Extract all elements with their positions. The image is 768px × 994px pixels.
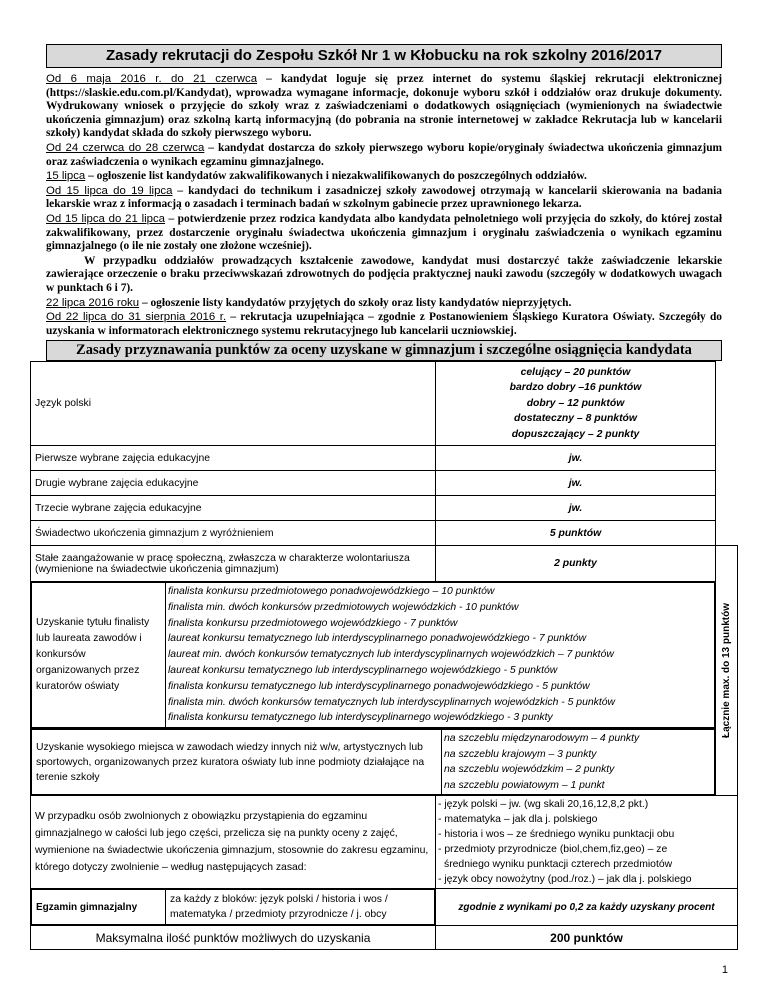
points-table	[30, 361, 738, 950]
subject-value: jw.	[436, 496, 716, 521]
table-row	[31, 926, 738, 950]
schedule-item	[46, 255, 722, 296]
exemption-item: średniego wyniku punktacji czterech przedmiotów	[444, 859, 673, 871]
table-row	[31, 889, 738, 926]
finalist-item: finalista konkursu tematycznego lub interdyscyplinarnego wojewódzkiego - 3 punkty	[168, 712, 553, 724]
schedule-section	[46, 73, 722, 339]
schedule-item	[46, 213, 722, 254]
subject-value: jw.	[436, 471, 716, 496]
schedule-text: – potwierdzenie przez rodzica kandydata albo kandydata pełnoletniego woli przyjęcia do szkoły, do której został zakwalifikowany, przez dostarczenie oryginału świadectwa ukończenia gimnazjum i oryginału zaświadczenia o wynikach egzaminu gimnazjalnego (o ile nie zostały one złożone wcześniej).	[46, 212, 722, 253]
finalist-cell	[31, 582, 716, 729]
blank-cell	[716, 521, 738, 546]
document-title: Zasady rekrutacji do Zespołu Szkół Nr 1 w Kłobucku na rok szkolny 2016/2017	[46, 44, 722, 68]
competition-item: na szczeblu międzynarodowym – 4 punkty	[444, 733, 640, 745]
exemption-items	[436, 796, 738, 889]
exemption-item: - matematyka – jak dla j. polskiego	[438, 814, 598, 826]
table-row	[31, 471, 738, 496]
schedule-text: – kandydaci do technikum i zasadniczej szkoły zawodowej otrzymają w kancelarii skierowania na badania lekarskie wraz z informacją o zasadach i terminach badań w szkolnym gabinecie przez uprawnionego lekarza.	[46, 184, 723, 211]
competition-item: na szczeblu krajowym – 3 punkty	[444, 748, 597, 760]
table-row	[31, 362, 738, 446]
subject-label: Pierwsze wybrane zajęcia edukacyjne	[31, 446, 436, 471]
schedule-text: – kandydat dostarcza do szkoły pierwszego wyboru kopie/oryginały świadectwa ukończenia gimnazjum oraz zaświadczenia o wynikach egzaminu gimnazjalnego.	[46, 141, 723, 168]
exam-desc: za każdy z bloków: język polski / historia i wos / matematyka / przedmioty przyrodnicze / j. obcy	[166, 890, 435, 925]
finalist-item: finalista min. dwóch konkursów tematycznych lub interdyscyplinarnych wojewódzkich - 5 punktów	[168, 696, 615, 708]
schedule-item	[46, 73, 722, 141]
finalist-item: finalista konkursu przedmiotowego wojewódzkiego - 7 punktów	[168, 617, 458, 629]
schedule-item	[46, 142, 722, 169]
blank-cell	[716, 362, 738, 446]
exemption-item: - historia i wos – ze średniego wyniku punktacji obu	[438, 829, 675, 841]
table-row	[31, 446, 738, 471]
exam-cell	[31, 889, 436, 926]
page-number: 1	[721, 964, 728, 976]
total-limit-label: Łącznie max. do 13 punktów	[721, 603, 732, 739]
honors-value: 5 punktów	[436, 521, 716, 546]
grade-item: dopuszczający – 2 punkty	[511, 428, 640, 440]
table-row	[31, 546, 738, 582]
schedule-date: 22 lipca 2016 roku	[46, 296, 140, 309]
finalist-item: finalista konkursu przedmiotowego ponadwojewódzkiego – 10 punktów	[168, 586, 495, 597]
table-row	[31, 729, 738, 796]
competition-item: na szczeblu wojewódzkim – 2 punkty	[444, 764, 615, 776]
exemption-item: - język obcy nowożytny (pod./roz.) – jak dla j. polskiego	[438, 874, 692, 886]
competitions-items	[442, 730, 715, 795]
table-row	[31, 796, 738, 889]
volunteer-value: 2 punkty	[436, 546, 716, 582]
exam-label: Egzamin gimnazjalny	[32, 890, 166, 925]
volunteer-label: Stałe zaangażowanie w pracę społeczną, zwłaszcza w charakterze wolontariusza (wymienione na świadectwie ukończenia gimnazjum)	[31, 546, 436, 582]
schedule-text: – kandydat loguje się przez internet do systemu śląskiej rekrutacji elektronicznej (https://slaskie.edu.com.pl/Kandydat), wprowadza wymagane informacje, dokonuje wyboru szkół i oddziałów oraz drukuje dokumenty. Wydrukowany wniosek o przyjęcie do szkoły wraz z zaświadczeniami o dodatkowych osiągnięciach (wymienionych na świadectwie ukończenia gimnazjum) oraz szkolną kartą informacyjną (do pobrania na stronie internetowej w zakładce Rekrutacja lub w kancelarii szkoły) kandydat składa do szkoły pierwszego wyboru.	[46, 73, 722, 140]
honors-label: Świadectwo ukończenia gimnazjum z wyróżnieniem	[31, 521, 436, 546]
exemption-item: - przedmioty przyrodnicze (biol,chem,fiz,geo) – ze	[438, 844, 668, 856]
schedule-item	[46, 311, 722, 338]
polish-grades	[436, 362, 716, 446]
schedule-date: 15 lipca	[46, 170, 86, 183]
schedule-item	[46, 185, 722, 212]
exam-value: zgodnie z wynikami po 0,2 za każdy uzyskany procent	[436, 889, 738, 926]
grade-item: dostateczny – 8 punktów	[514, 413, 637, 425]
subject-value: jw.	[436, 446, 716, 471]
schedule-item	[46, 297, 722, 311]
competitions-cell	[31, 729, 716, 796]
blank-cell	[716, 446, 738, 471]
competitions-label: Uzyskanie wysokiego miejsca w zawodach wiedzy innych niż w/w, artystycznych lub sportowych, organizowanych przez kuratora oświaty lub inne podmioty działające na terenie szkoły	[32, 730, 442, 795]
schedule-date: Od 24 czerwca do 28 czerwca	[46, 141, 205, 154]
schedule-date: Od 22 lipca do 31 sierpnia 2016 r.	[46, 311, 227, 324]
finalist-items	[166, 583, 715, 728]
exam-inner	[31, 889, 435, 925]
subject-label: Trzecie wybrane zajęcia edukacyjne	[31, 496, 436, 521]
polish-label: Język polski	[31, 362, 436, 446]
schedule-date: Od 15 lipca do 21 lipca	[46, 212, 166, 225]
schedule-text: – ogłoszenie listy kandydatów przyjętych do szkoły oraz listy kandydatów nieprzyjętych.	[139, 296, 572, 309]
schedule-text: W przypadku oddziałów prowadzących kształcenie zawodowe, kandydat musi dostarczyć także zaświadczenie lekarskie zawierające orzeczenie o braku przeciwwskazań zdrowotnych do podjęcia praktycznej nauki zawodu (szczegóły w dodatkowych uwagach w punktach 6 i 7).	[46, 254, 722, 294]
schedule-date: Od 15 lipca do 19 lipca	[46, 184, 173, 197]
competitions-inner	[31, 729, 715, 795]
finalist-item: finalista konkursu tematycznego lub interdyscyplinarnego ponadwojewódzkiego - 5 punktów	[168, 680, 590, 692]
points-section-title: Zasady przyznawania punktów za oceny uzyskane w gimnazjum i szczególne osiągnięcia kandydata	[46, 340, 722, 361]
grade-item: dobry – 12 punktów	[526, 397, 625, 409]
schedule-text: – rekrutacja uzupełniająca – zgodnie z Postanowieniem Śląskiego Kuratora Oświaty. Szczegóły do uzyskania w informatorach elektronicznego systemu rekrutacyjnego lub kancelarii uczniowskiej.	[46, 311, 722, 337]
grade-item: celujący – 20 punktów	[520, 366, 631, 378]
schedule-item	[46, 170, 722, 184]
blank-cell	[716, 496, 738, 521]
total-limit-cell	[716, 546, 738, 796]
competition-item: na szczeblu powiatowym – 1 punkt	[444, 779, 605, 791]
table-row	[31, 496, 738, 521]
finalist-item: laureat min. dwóch konkursów tematycznych lub interdyscyplinarnych wojewódzkich – 7 punktów	[168, 649, 614, 661]
schedule-text: – ogłoszenie list kandydatów zakwalifikowanych i niezakwalifikowanych do poszczególnych oddziałów.	[85, 170, 587, 183]
exemption-label: W przypadku osób zwolnionych z obowiązku przystąpienia do egzaminu gimnazjalnego w całości lub jego części, przelicza się na punkty oceny z zajęć, wymienione na świadectwie ukończenia gimnazjum, stosownie do zakresu egzaminu, którego dotyczy zwolnienie – według następujących zasad:	[31, 796, 436, 889]
finalist-label: Uzyskanie tytułu finalisty lub laureata zawodów i konkursów organizowanych przez kuratorów oświaty	[32, 583, 166, 728]
subject-label: Drugie wybrane zajęcia edukacyjne	[31, 471, 436, 496]
finalist-item: finalista min. dwóch konkursów przedmiotowych wojewódzkich - 10 punktów	[168, 601, 519, 613]
finalist-inner	[31, 582, 715, 728]
table-row	[31, 521, 738, 546]
schedule-date: Od 6 maja 2016 r. do 21 czerwca	[46, 73, 258, 85]
max-points-value: 200 punktów	[436, 926, 738, 950]
finalist-item: laureat konkursu tematycznego lub interdyscyplinarnego ponadwojewódzkiego - 7 punktów	[168, 633, 587, 645]
grade-item: bardzo dobry –16 punktów	[509, 382, 642, 394]
exemption-item: - język polski – jw. (wg skali 20,16,12,8,2 pkt.)	[438, 799, 649, 811]
finalist-item: laureat konkursu tematycznego lub interdyscyplinarnego wojewódzkiego - 5 punktów	[168, 664, 558, 676]
blank-cell	[716, 471, 738, 496]
table-row	[31, 582, 738, 729]
max-points-label: Maksymalna ilość punktów możliwych do uzyskania	[31, 926, 436, 950]
